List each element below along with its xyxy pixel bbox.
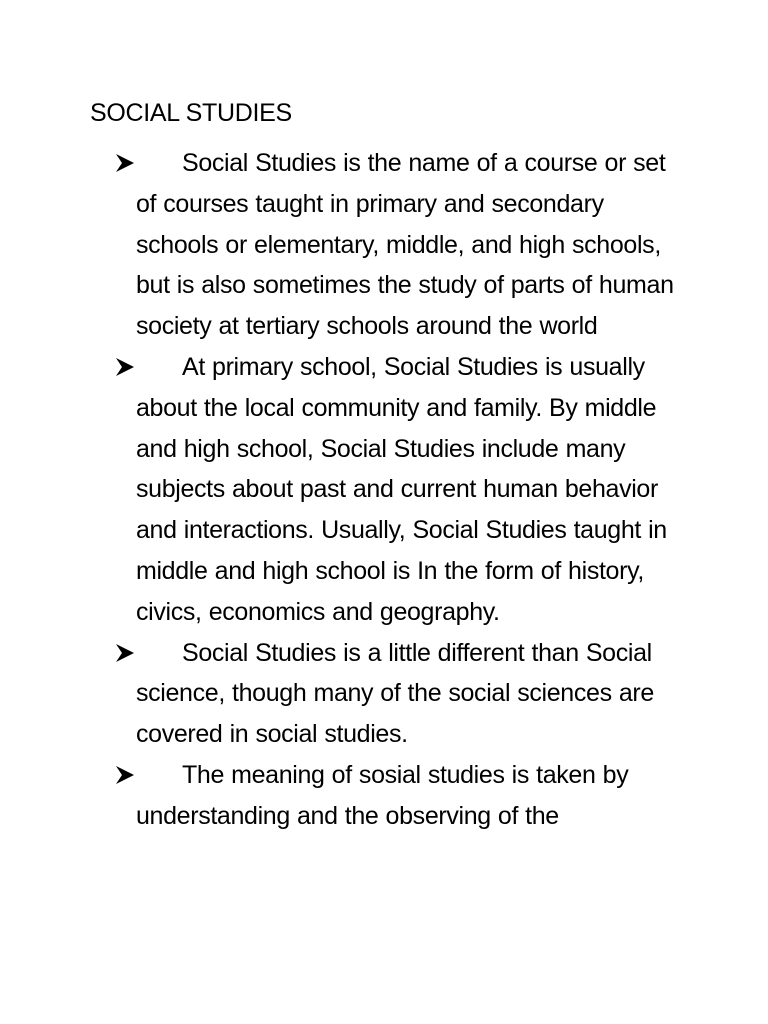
- arrowhead-bullet-icon: [114, 639, 136, 667]
- arrowhead-bullet-icon: [114, 353, 136, 381]
- arrowhead-bullet-icon: [114, 761, 136, 789]
- bullet-text: The meaning of sosial studies is taken by understanding and the observing of the: [136, 760, 629, 830]
- bullet-text: Social Studies is the name of a course or set of courses taught in primary and secondary schools or elementary, middle, and high schools, but is also sometimes the study of parts of human society at tertiary schools around the world: [136, 149, 674, 341]
- bullet-text: At primary school, Social Studies is usually about the local community and family. By middle and high school, Social Studies include many subjects about past and current human behavior and interactions. Usually, Social Studies taught in middle and high school is In the form of history, civics, economics and geography.: [136, 352, 667, 626]
- page-title: SOCIAL STUDIES: [90, 99, 292, 127]
- arrowhead-bullet-icon: [114, 149, 136, 177]
- bullet-list: [0, 143, 768, 837]
- list-item: [0, 633, 681, 755]
- bullet-text: Social Studies is a little different than Social science, though many of the social sciences are covered in social studies.: [136, 638, 654, 749]
- list-item: [0, 755, 681, 837]
- list-item: [0, 347, 681, 633]
- list-item: [0, 143, 681, 347]
